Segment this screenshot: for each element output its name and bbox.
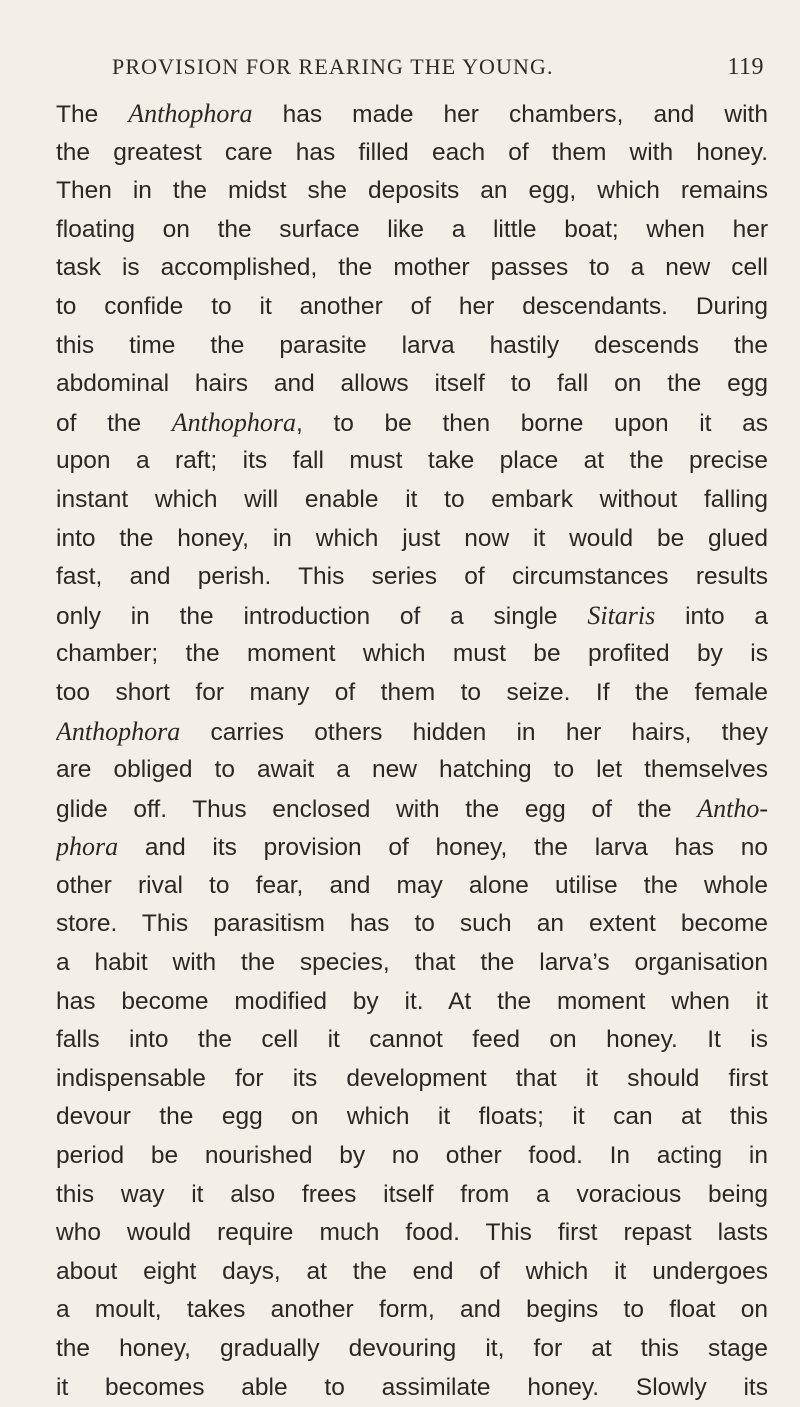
text-run: carries others hidden in her hairs, they	[180, 718, 768, 746]
text-run: a moult, takes another form, and begins to float on	[56, 1296, 768, 1324]
italic-term: phora	[56, 832, 119, 862]
text-run: the honey, gradually devouring it, for at this stage	[56, 1335, 768, 1362]
italic-term: Sitaris	[587, 600, 656, 630]
text-line	[56, 597, 768, 636]
text-run: The	[56, 101, 129, 128]
text-run: into a	[655, 602, 768, 630]
text-run: it becomes able to assimilate honey. Slowly its	[56, 1373, 768, 1401]
text-run: to confide to it another of her descendants. During	[56, 292, 768, 320]
text-line	[56, 1369, 768, 1407]
text-line	[56, 713, 768, 752]
text-run: only in the introduction of a single	[56, 602, 588, 630]
text-run: this time the parasite larva hastily descends the	[56, 331, 768, 359]
text-run: indispensable for its development that it should first	[56, 1064, 768, 1092]
text-run: of the	[56, 409, 172, 437]
text-run: fast, and perish. This series of circumstances results	[56, 563, 768, 591]
text-line	[56, 558, 768, 597]
text-run: has become modified by it. At the moment when it	[56, 987, 768, 1015]
text-line	[56, 481, 768, 520]
italic-term: Anthophora	[56, 716, 181, 746]
text-line	[56, 867, 768, 906]
text-run: Then in the midst she deposits an egg, which remains	[56, 177, 768, 205]
text-run: store. This parasitism has to such an extent become	[56, 910, 768, 938]
text-run: about eight days, at the end of which it undergoes	[56, 1257, 768, 1285]
text-run: falls into the cell it cannot feed on honey. It is	[56, 1026, 768, 1054]
text-line	[56, 751, 768, 790]
text-run: devour the egg on which it floats; it can at this	[56, 1103, 768, 1131]
text-run: too short for many of them to seize. If the female	[56, 678, 768, 706]
text-line	[56, 790, 768, 829]
text-line	[56, 828, 768, 867]
text-line	[56, 1021, 768, 1060]
text-line	[56, 442, 768, 481]
text-line	[56, 134, 768, 173]
text-line	[56, 520, 768, 559]
text-line	[56, 635, 768, 674]
text-line	[56, 944, 768, 983]
italic-term: Anthophora	[171, 407, 297, 437]
text-line	[56, 983, 768, 1022]
text-run: period be nourished by no other food. In acting in	[56, 1142, 768, 1170]
text-line	[56, 905, 768, 944]
text-line	[56, 674, 768, 713]
body-text	[56, 95, 768, 1407]
text-run: , to be then borne upon it as	[296, 409, 768, 437]
text-line	[56, 1176, 768, 1215]
text-run: and its provision of honey, the larva has no	[118, 834, 768, 862]
text-line	[56, 1214, 768, 1253]
text-run: are obliged to await a new hatching to let themselves	[56, 756, 768, 784]
text-line	[56, 249, 768, 288]
text-run: a habit with the species, that the larva’s organisation	[56, 949, 768, 977]
text-run: instant which will enable it to embark without falling	[56, 485, 768, 513]
text-run: chamber; the moment which must be profited by is	[56, 640, 768, 668]
text-line	[56, 1330, 768, 1369]
italic-term: Anthophora	[128, 99, 253, 128]
text-line	[56, 1253, 768, 1292]
text-run: who would require much food. This first repast lasts	[56, 1219, 768, 1247]
text-run: abdominal hairs and allows itself to fall on the egg	[56, 370, 768, 398]
text-run: has made her chambers, and with	[252, 101, 768, 128]
running-head	[112, 54, 764, 86]
text-line	[56, 1098, 768, 1137]
text-run: into the honey, in which just now it would be glued	[56, 524, 768, 552]
text-line	[56, 327, 768, 366]
page-number: 119	[727, 54, 764, 80]
text-line	[56, 288, 768, 327]
text-run: task is accomplished, the mother passes to a new cell	[56, 254, 768, 282]
text-line	[56, 365, 768, 404]
text-line	[56, 1137, 768, 1176]
italic-term: Antho-	[697, 793, 768, 823]
text-line	[56, 1291, 768, 1330]
text-line	[56, 1060, 768, 1099]
text-line	[56, 404, 768, 443]
running-title: PROVISION FOR REARING THE YOUNG.	[112, 54, 554, 79]
text-line	[56, 211, 768, 250]
text-run: this way it also frees itself from a voracious being	[56, 1180, 768, 1208]
text-run: floating on the surface like a little boat; when her	[56, 215, 768, 243]
text-run: upon a raft; its fall must take place at the precise	[56, 447, 768, 475]
text-run: the greatest care has filled each of them with honey.	[56, 138, 768, 166]
text-run: other rival to fear, and may alone utilise the whole	[56, 871, 768, 899]
text-line	[56, 95, 768, 134]
text-line	[56, 172, 768, 211]
text-run: glide off. Thus enclosed with the egg of the	[56, 795, 698, 823]
